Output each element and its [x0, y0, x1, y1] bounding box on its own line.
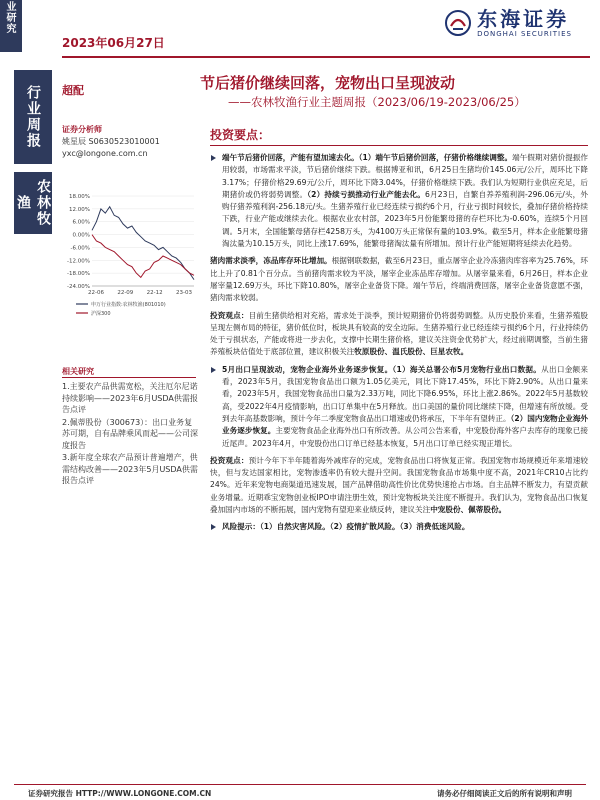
- footer-right: 请务必仔细阅读正文后的所有说明和声明: [437, 789, 572, 798]
- key-points-rule: [210, 145, 588, 146]
- x-tick-label: 22-12: [146, 290, 163, 296]
- x-tick-label: 23-03: [176, 290, 192, 296]
- paragraph-pet-export: [210, 364, 588, 450]
- p4-head2: （2）国内宠物企业海外业务逐步恢复。: [222, 413, 589, 436]
- left-sidebar: [14, 70, 52, 790]
- analyst-email[interactable]: yxc@longone.com.cn: [62, 149, 148, 158]
- p6-head: 风险提示：: [222, 522, 260, 532]
- p5-body: 预计今年下半年随着海外减库存的完成，宠物食品出口将恢复正常。我国宠物市场规模近年来增速较快，但与发达国家相比，宠物渗透率仍有较大提升空间。我国宠物食品市场集中度不高，2021年CR10占比约24%。近年来宠物电商渠道迅速发展，国产品牌借助高性价比优势快速抢占市场。自主品牌不断发力，有望贡献业务增量。近期乖宝宠物创业板IPO申请注册生效，预计宠物板块关注度不断提升。我们认为，宠物食品出口恢复叠加国内市场的不断拓展，国内宠物有望迎来业绩反转，建议关注: [210, 455, 589, 515]
- y-tick-label: -6.00%: [70, 245, 90, 252]
- p3-head: 投资观点：: [210, 310, 249, 320]
- paragraph-pork-demand: [210, 255, 588, 304]
- logo-chinese: 东海证券: [477, 7, 570, 31]
- related-rule: [62, 377, 196, 378]
- legend-label-2: 沪深300: [91, 311, 111, 317]
- report-date: 2023年06月27日: [62, 36, 165, 50]
- y-tick-label: -18.00%: [67, 271, 90, 278]
- series-line-2: [92, 235, 194, 278]
- p4-body: 从出口金额来看，2023年5月，我国宠物食品出口额为1.05亿美元，同比下降17.45%，环比下降2.90%。从出口量来看，2023年5月，我国宠物食品出口量为2.33万吨，同比下降6.95%，环比上涨2.86%。2022年5月基数较高，受2022年4月疫情影响，出口订单集中在5月释放。出口美国的量价同比继续下降，但增速有所放缓。受到去年高基数影响，预计今年二季度宠物食品出口增速或仍将承压，下半年有望转正。: [222, 364, 589, 423]
- legend-label-1: 申万行业指数:农林牧渔(801010): [91, 302, 166, 308]
- y-tick-label: 6.00%: [72, 219, 90, 226]
- y-tick-label: 12.00%: [69, 206, 90, 213]
- series-line-1: [92, 207, 194, 280]
- paragraph-hog-price: [210, 152, 588, 250]
- report-title: 节后猪价继续回落，宠物出口呈现波动: [200, 74, 456, 92]
- p2-body: 根据钢联数据，截至6月23日，重点屠宰企业冷冻猪肉库容率为25.76%，环比上升了0.81个百分点。当前猪肉需求较为平淡，屠宰企业冻品库存增加。从屠宰量来看，6月26日，样本企业屠宰量12.69万头，环比下降10.80%，屠宰企业备货下降。端午节后，终端消费回落，屠宰企业备货意愿不强，猪肉需求较弱。: [210, 256, 589, 303]
- analyst-label: 证券分析师: [62, 125, 102, 134]
- p4-head: 5月出口呈现波动，宠物企业海外业务逐步恢复。（1）海关总署公布5月宠物行业出口数据。: [222, 364, 542, 374]
- related-item[interactable]: 2.佩蒂股份（300673）：出口业务复苏可期，自有品牌乘风而起——公司深度报告: [62, 417, 198, 450]
- y-tick-label: -12.00%: [67, 258, 90, 265]
- related-item[interactable]: 1.主要农产品供需宽松，关注厄尔尼诺持续影响——2023年6月USDA供需报告点评: [62, 382, 198, 414]
- x-tick-label: 22-09: [117, 290, 134, 296]
- p5-tail: 中宠股份、佩蒂股份。: [430, 505, 507, 515]
- paragraph-risk: [210, 521, 588, 533]
- corner-band: [0, 0, 22, 52]
- p2-head: 猪肉需求淡季，冻品库存环比增加。: [210, 256, 332, 266]
- p4-body2: 主要宠物食品企业海外出口有所改善。从公司公告来看，中宠股份海外客户去库存的现象已接近尾声。2023年4月，中宠股份出口订单已经基本恢复，5月出口订单已经实现正增长。: [222, 426, 589, 448]
- p3-body: 目前生猪供给相对充裕，需求处于淡季，预计短期猪价仍将弱势调整。从历史股价来看，生猪养殖股呈现左侧布局的特征，猪价低位时，板块具有较高的安全边际。生猪养殖行业已经连续亏损约6个月，行业持续仍处于亏损状态，产能或将进一步去化，支撑中长期生猪价格，建议关注资金优势扩大，经过前期调整，当前生猪养殖板块估值处于底部位置，建议积极关注: [210, 310, 589, 357]
- footer-rule: [14, 784, 586, 785]
- p5-head: 投资观点：: [210, 455, 249, 465]
- y-tick-label: -24.00%: [67, 284, 90, 290]
- p1-body: 端午假期对猪价提振作用较弱，市场需求平淡，节后猪价继续下跌。根据博亚和讯，6月25日生猪均价145.06元/公斤，周环比下降3.17%；仔猪价格29.69元/公斤，周环比下降3.04%，仔猪价格继续下跌。我们认为短期行业供应充足，后期猪价或仍将弱势调整。: [222, 153, 589, 199]
- paragraph-investment-view-1: [210, 310, 588, 359]
- p6-body: （1）自然灾害风险。（2）疫情扩散风险。（3）消费低迷风险。: [259, 522, 470, 532]
- x-tick-label: 22-06: [88, 290, 104, 296]
- logo-english: DONGHAI SECURITIES: [477, 30, 572, 38]
- report-subtitle: ——农林牧渔行业主题周报（2023/06/19-2023/06/25）: [228, 95, 526, 109]
- corner-label: 业研究: [4, 1, 15, 34]
- p1-head2: （2）持续亏损推动行业产能去化。: [307, 189, 426, 199]
- report-body: [210, 152, 588, 539]
- related-list: [62, 381, 198, 488]
- y-tick-label: 18.00%: [69, 194, 90, 200]
- y-tick-label: 0.00%: [72, 232, 90, 239]
- key-points-title: 投资要点：: [210, 128, 271, 142]
- industry-tab: 农林牧渔: [14, 172, 52, 234]
- company-logo: [445, 8, 572, 38]
- logo-mark-icon: [445, 10, 471, 36]
- analyst-name: 姚星辰 S0630523010001: [62, 137, 160, 146]
- rating-label: 超配: [62, 84, 84, 97]
- p1-head: 端午节后猪价回落，产能有望加速去化。（1）端午节后猪价回落，仔猪价格继续调整。: [222, 153, 513, 162]
- related-title: 相关研究: [62, 367, 94, 376]
- related-item[interactable]: 3.新年度全球农产品预计普遍增产，供需结构改善——2023年5月USDA供需报告点评: [62, 453, 198, 485]
- p3-tail: 牧原股份、温氏股份、巨星农牧。: [354, 347, 469, 357]
- header-rule: [62, 56, 590, 58]
- footer-left: 证券研究报告 HTTP://WWW.LONGONE.COM.CN: [28, 789, 212, 798]
- report-type-tab: 行业周报: [14, 70, 52, 164]
- p1-body2: 6月23日，自繁自养养殖利润-296.06元/头，外购仔猪养殖利润-256.18元/头。生猪养殖行业已经连续亏损约6个月，行业亏损时间较长，叠加仔猪价格持续下跌，行业产能或继续去化。根据农业农村部，2023年5月份能繁母猪的存栏环比为-0.60%，连续5个月回调。5月末，全国能繁母猪存栏4258万头，为4100万头正常保有量的103.9%。截至5月，样本企业能繁母猪淘汰量为10.15万头，同比上涨17.69%，能繁母猪淘汰量有所增加。预计行业产能短期将延续去化趋势。: [222, 189, 589, 249]
- performance-chart: [58, 190, 198, 340]
- paragraph-investment-view-2: [210, 455, 588, 516]
- analyst-info: [62, 136, 160, 160]
